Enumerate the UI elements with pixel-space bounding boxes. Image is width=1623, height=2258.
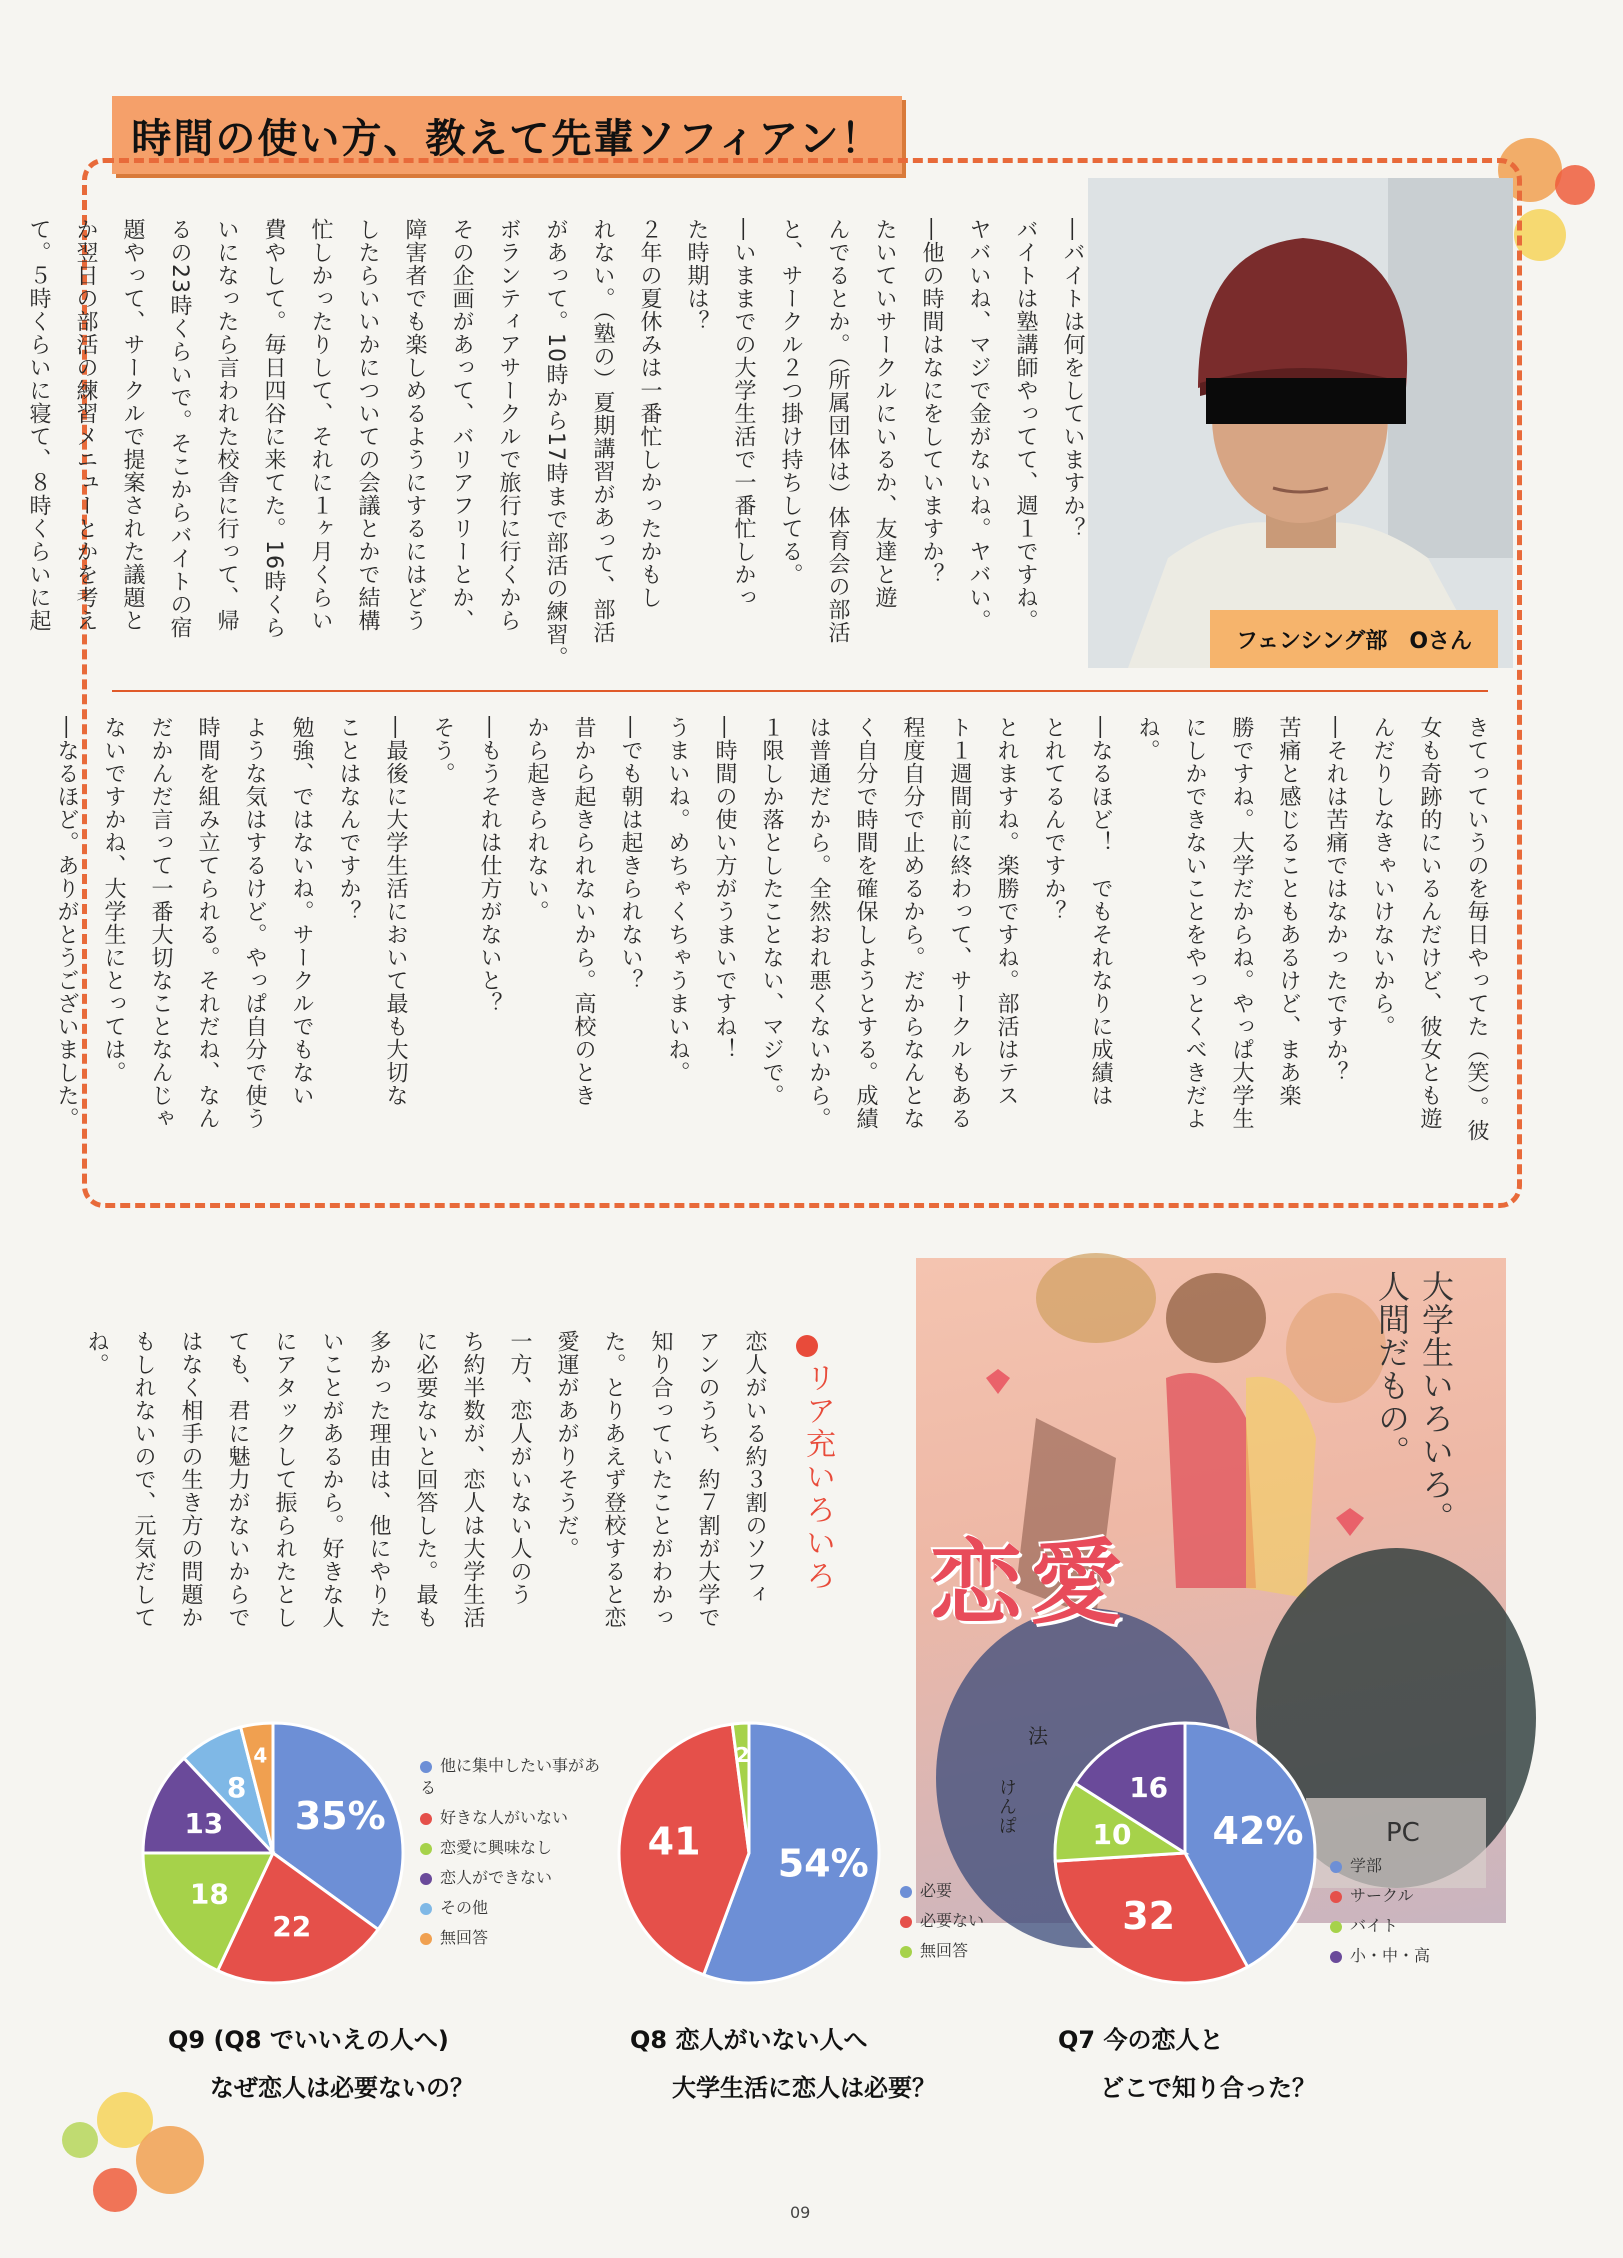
- interview-line: て。５時くらいに寝て、８時くらいに起: [26, 218, 51, 632]
- legend-swatch: [420, 1843, 432, 1855]
- chart-q8: [604, 1708, 894, 1998]
- legend-label: サークル: [1350, 1886, 1414, 1905]
- interview-line: １限しか落としたことない、マジで。: [759, 716, 784, 1107]
- interview-line: ことはなんですか？: [336, 716, 361, 923]
- interview-line: ―最後に大学生活において最も大切な: [383, 716, 408, 1107]
- legend-swatch: [420, 1933, 432, 1945]
- chart-q9-subtitle: なぜ恋人は必要ないの？: [210, 2074, 474, 2102]
- interview-line: ト１週間前に終わって、サークルもある: [947, 716, 972, 1130]
- riajuu-column: [84, 1330, 778, 1710]
- legend-item: [1330, 1915, 1480, 1937]
- interview-line: ―他の時間はなにをしていますか？: [919, 218, 944, 586]
- legend-item: [1330, 1885, 1480, 1907]
- legend-item: [1330, 1855, 1480, 1877]
- pie-slice-label: 8: [226, 1770, 247, 1804]
- pie-slice-label: 35%: [294, 1793, 386, 1838]
- illustration-caption: [1370, 1270, 1458, 1534]
- legend-item: [1330, 1945, 1480, 1967]
- riajuu-line: 恋人がいる約３割のソフィ: [742, 1330, 767, 1606]
- interview-line: とれてるんですか？: [1041, 716, 1066, 923]
- interview-line: く自分で時間を確保しようとする。成績: [853, 716, 878, 1130]
- legend-item: [420, 1927, 600, 1949]
- interview-line: ―それは苦痛ではなかったですか？: [1323, 716, 1348, 1084]
- interview-line: バイトは塾講師やってて、週１ですね。: [1013, 218, 1038, 632]
- interview-line: ―バイトは何をしていますか？: [1060, 218, 1085, 540]
- interview-line: ―なるほど。ありがとうございました。: [54, 716, 79, 1130]
- section-divider: [112, 690, 1488, 692]
- pie-slice-label: 32: [1122, 1894, 1176, 1939]
- legend-q8: [900, 1880, 1020, 1970]
- legend-label: 恋愛に興味なし: [440, 1838, 553, 1857]
- interview-line: とれますね。楽勝ですね。部活はテス: [994, 716, 1019, 1107]
- riajuu-line: ね。: [84, 1330, 109, 1376]
- doodle-text-kenpo: けんぽ: [996, 1778, 1017, 1835]
- legend-label: 無回答: [920, 1941, 969, 1960]
- interview-top-column: [26, 218, 1096, 686]
- riajuu-line: 愛運があがりそうだ。: [554, 1330, 579, 1560]
- legend-swatch: [420, 1761, 432, 1773]
- legend-label: 恋人ができない: [440, 1868, 553, 1887]
- legend-item: [420, 1837, 600, 1859]
- interview-line: 時間を組み立てられる。それだね、なん: [195, 716, 220, 1130]
- interview-line: ２年の夏休みは一番忙しかったかもし: [637, 218, 662, 609]
- riajuu-line: にアタックして振られたとし: [272, 1330, 297, 1629]
- illustration-caption-line: 大学生いろいろ。: [1417, 1270, 1455, 1534]
- legend-item: [420, 1755, 600, 1799]
- decorative-dots-bottom: [50, 2080, 220, 2220]
- interview-line: ヤバいね、マジで金がないね。ヤバい。: [966, 218, 991, 632]
- interview-line: るの23時くらいで。そこからバイトの宿: [167, 218, 192, 639]
- pie-slice-label: 54%: [777, 1841, 869, 1886]
- riajuu-line: に必要ないと回答した。最も: [413, 1330, 438, 1629]
- interviewee-photo: [1088, 178, 1513, 668]
- chart-q7: [1040, 1708, 1330, 1998]
- interview-line: にしかできないことをやっとくべきだよ: [1182, 716, 1207, 1130]
- interview-line: ね。: [1135, 716, 1160, 762]
- interview-bottom-text: [43, 716, 1500, 1196]
- riajuu-line: アンのうち、約７割が大学で: [695, 1330, 720, 1629]
- chart-q9: [128, 1708, 418, 1998]
- interview-line: ような気はするけど。やっぱ自分で使う: [242, 716, 267, 1130]
- interview-line: ―なるほど！ でもそれなりに成績は: [1088, 716, 1113, 1107]
- interview-line: 苦痛と感じることもあるけど、まあ楽: [1276, 716, 1301, 1107]
- legend-label: 好きな人がいない: [440, 1808, 569, 1827]
- page-title: 時間の使い方、教えて先輩ソフィアン！: [131, 115, 883, 162]
- illustration-caption-line: 人間だもの。: [1373, 1270, 1411, 1468]
- legend-item: [900, 1940, 1020, 1962]
- interview-line: きてっていうのを毎日やってた（笑）。彼: [1464, 716, 1489, 1142]
- interview-top-text: [15, 218, 1096, 686]
- interview-line: ボランティアサークルで旅行に行くから: [496, 218, 521, 632]
- interview-line: その企画があって、バリアフリーとか、: [449, 218, 474, 632]
- riajuu-line: ち約半数が、恋人は大学生活: [460, 1330, 485, 1629]
- legend-swatch: [900, 1946, 912, 1958]
- legend-label: 必要ない: [920, 1911, 985, 1930]
- legend-item: [900, 1910, 1020, 1932]
- pie-slice-label: 16: [1129, 1770, 1169, 1804]
- interview-line: 勉強、ではないね。サークルでもない: [289, 716, 314, 1107]
- interview-line: から起きられない。: [524, 716, 549, 923]
- riajuu-line: ても、君に魅力がないからで: [225, 1330, 250, 1629]
- riajuu-line: 一方、恋人がいない人のう: [507, 1330, 532, 1606]
- pie-slice-label: 10: [1092, 1818, 1132, 1852]
- interview-line: んだりしなきゃいけないから。: [1370, 716, 1395, 1038]
- interview-line: 忙しかったりして、それに１ヶ月くらい: [308, 218, 333, 632]
- interview-line: ―いままでの大学生活で一番忙しかっ: [731, 218, 756, 609]
- interview-line: と、サークル２つ掛け持ちしてる。: [778, 218, 803, 586]
- riajuu-line: はなく相手の生き方の問題か: [178, 1330, 203, 1629]
- pie-slice-label: 13: [184, 1807, 224, 1841]
- chart-q8-title: Q8 恋人がいない人へ: [630, 2026, 868, 2054]
- chart-q9-title: Q9 (Q8 でいいえの人へ): [168, 2026, 449, 2054]
- pie-slice-label: 41: [647, 1819, 701, 1864]
- legend-label: 他に集中したい事がある: [420, 1756, 601, 1797]
- legend-item: [900, 1880, 1020, 1902]
- riajuu-line: 多かった理由は、他にやりた: [366, 1330, 391, 1629]
- interview-line: は普通だから。全然おれ悪くないから。: [806, 716, 831, 1130]
- riajuu-line: 知り合っていたことがわかっ: [648, 1330, 673, 1629]
- legend-swatch: [1330, 1921, 1342, 1933]
- chart-q8-subtitle: 大学生活に恋人は必要？: [672, 2074, 936, 2102]
- interview-line: したらいいかについての会議とかで結構: [355, 218, 380, 632]
- riajuu-line: いことがあるから。好きな人: [319, 1330, 344, 1629]
- riajuu-line: た。とりあえず登校すると恋: [601, 1330, 626, 1629]
- interview-line: ―もうそれは仕方がないと？: [477, 716, 502, 1015]
- interview-line: ないですかね、大学生にとっては。: [101, 716, 126, 1084]
- interview-line: そう。: [430, 716, 455, 785]
- interview-line: 題やって、サークルで提案された議題と: [120, 218, 145, 632]
- pie-slice-label: 22: [272, 1910, 312, 1944]
- legend-label: 小・中・高: [1350, 1946, 1431, 1965]
- interview-line: ―でも朝は起きられない？: [618, 716, 643, 992]
- riajuu-line: もしれないので、元気だして: [131, 1330, 156, 1629]
- interview-line: 女も奇跡的にいるんだけど、彼女とも遊: [1417, 716, 1442, 1130]
- interview-line: いになったら言われた校舎に行って、帰: [214, 218, 239, 632]
- legend-swatch: [1330, 1861, 1342, 1873]
- page-number: 09: [790, 2203, 811, 2222]
- legend-item: [420, 1867, 600, 1889]
- interview-line: 障害者でも楽しめるようにするにはどう: [402, 218, 427, 632]
- legend-label: その他: [440, 1898, 489, 1917]
- legend-swatch: [900, 1886, 912, 1898]
- legend-label: バイト: [1350, 1916, 1399, 1935]
- interview-line: だかんだ言って一番大切なことなんじゃ: [148, 716, 173, 1130]
- legend-q7: [1330, 1855, 1480, 1975]
- pie-slice-label: 42%: [1212, 1809, 1304, 1854]
- legend-swatch: [420, 1873, 432, 1885]
- riajuu-text: [73, 1330, 778, 1710]
- legend-swatch: [900, 1916, 912, 1928]
- interview-line: 費やして。毎日四谷に来てた。16時くら: [261, 218, 286, 639]
- section-bullet: [796, 1335, 818, 1357]
- interview-line: たいていサークルにいるか、友達と遊: [872, 218, 897, 609]
- person-illustration: [1088, 178, 1513, 668]
- legend-swatch: [1330, 1891, 1342, 1903]
- interview-line: れない。（塾の）夏期講習があって、部活: [590, 218, 615, 644]
- interview-line: 程度自分で止めるから。だからなんとな: [900, 716, 925, 1130]
- interview-line: があって。10時から17時まで部活の練習。: [543, 218, 568, 669]
- legend-q9: [420, 1755, 600, 1957]
- legend-swatch: [420, 1903, 432, 1915]
- interview-line: か翌日の部活の練習メニューとかを考え: [73, 218, 98, 632]
- pc-label: PC: [1386, 1818, 1420, 1848]
- chart-q7-title: Q7 今の恋人と: [1058, 2026, 1224, 2054]
- legend-item: [420, 1897, 600, 1919]
- interview-line: 昔から起きられないから。高校のとき: [571, 716, 596, 1107]
- interview-line: うまいね。めちゃくちゃうまいね。: [665, 716, 690, 1084]
- interview-line: た時期は？: [684, 218, 709, 333]
- legend-item: [420, 1807, 600, 1829]
- doodle-text-hou: 法: [1028, 1724, 1048, 1748]
- romance-title: 恋愛: [930, 1529, 1131, 1637]
- pie-slice-label: 18: [189, 1877, 229, 1911]
- interview-line: ―時間の使い方がうまいですね！: [712, 716, 737, 1061]
- legend-swatch: [1330, 1951, 1342, 1963]
- chart-q7-subtitle: どこで知り合った？: [1100, 2074, 1316, 2102]
- section-heading: リア充いろいろ: [800, 1362, 835, 1593]
- legend-swatch: [420, 1813, 432, 1825]
- interview-line: 勝ですね。大学だからね。やっぱ大学生: [1229, 716, 1254, 1130]
- interview-bottom-column: [54, 716, 1500, 1196]
- photo-caption: フェンシング部 Oさん: [1210, 610, 1498, 668]
- interview-line: んでるとか。（所属団体は）体育会の部活: [825, 218, 850, 644]
- pie-slice-label: 2: [735, 1742, 750, 1767]
- legend-label: 無回答: [440, 1928, 489, 1947]
- legend-label: 学部: [1350, 1856, 1383, 1875]
- pie-slice-label: 4: [253, 1743, 268, 1768]
- legend-label: 必要: [920, 1881, 953, 1900]
